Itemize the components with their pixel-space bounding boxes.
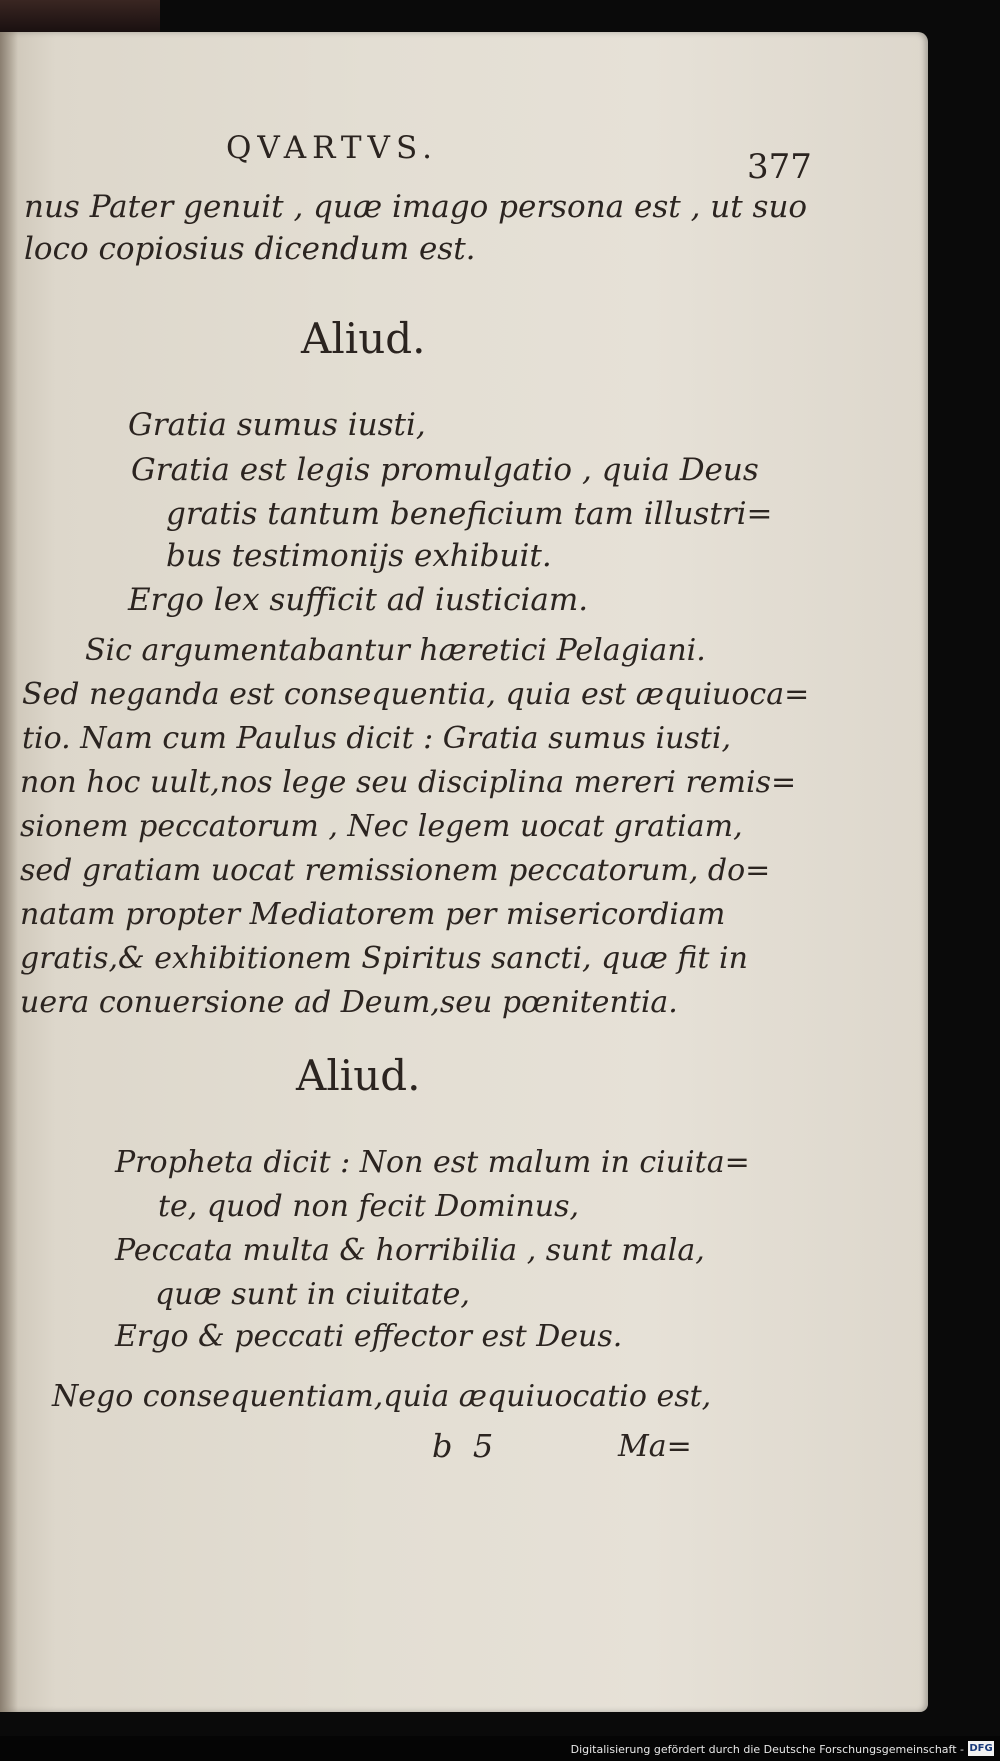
text-line: sionem peccatorum , Nec legem uocat gratiam, [20, 809, 743, 844]
signature-mark: b 5 [432, 1427, 494, 1465]
text-line: loco copiosius dicendum est. [24, 231, 476, 267]
text-line: non hoc uult,nos lege seu disciplina mereri remis= [20, 765, 797, 800]
text-line: uera conuersione ad Deum,seu pœnitentia. [20, 985, 678, 1020]
catchword: Ma= [618, 1429, 692, 1464]
digitization-credit: Digitalisierung gefördert durch die Deutsche Forschungsgemeinschaft - [570, 1743, 964, 1756]
syllogism-line: Ergo & peccati effector est Deus. [115, 1319, 623, 1354]
syllogism-line: gratis tantum beneficium tam illustri= [166, 496, 773, 532]
syllogism-line: Gratia est legis promulgatio , quia Deus [131, 452, 759, 488]
syllogism-line: Ergo lex sufficit ad iusticiam. [128, 582, 589, 618]
syllogism-line: Peccata multa & horribilia , sunt mala, [115, 1233, 705, 1268]
text-line: gratis,& exhibitionem Spiritus sancti, quæ fit in [20, 941, 748, 976]
section-heading: Aliud. [296, 1051, 421, 1100]
dfg-logo: DFG [969, 1743, 993, 1754]
section-heading: Aliud. [301, 314, 426, 363]
syllogism-line: Propheta dicit : Non est malum in ciuita= [115, 1145, 750, 1180]
syllogism-line: bus testimonijs exhibuit. [166, 538, 552, 574]
text-line: Sic argumentabantur hæretici Pelagiani. [85, 633, 706, 668]
running-head: QVARTVS. [226, 130, 438, 166]
text-line: natam propter Mediatorem per misericordiam [20, 897, 726, 932]
page-gutter [0, 32, 18, 1712]
text-line: Sed neganda est consequentia, quia est æquiuoca= [22, 677, 810, 712]
syllogism-line: te, quod non fecit Dominus, [158, 1189, 580, 1224]
syllogism-line: Gratia sumus iusti, [128, 407, 426, 443]
text-line: Nego consequentiam,quia æquiuocatio est, [52, 1379, 712, 1414]
text-line: sed gratiam uocat remissionem peccatorum, do= [20, 853, 771, 888]
folio-number: 377 [747, 147, 812, 187]
syllogism-line: quæ sunt in ciuitate, [155, 1277, 470, 1312]
book-edge-top [0, 0, 160, 32]
text-line: tio. Nam cum Paulus dicit : Gratia sumus iusti, [22, 721, 731, 756]
text-line: nus Pater genuit , quæ imago persona est , ut suo [24, 189, 808, 225]
